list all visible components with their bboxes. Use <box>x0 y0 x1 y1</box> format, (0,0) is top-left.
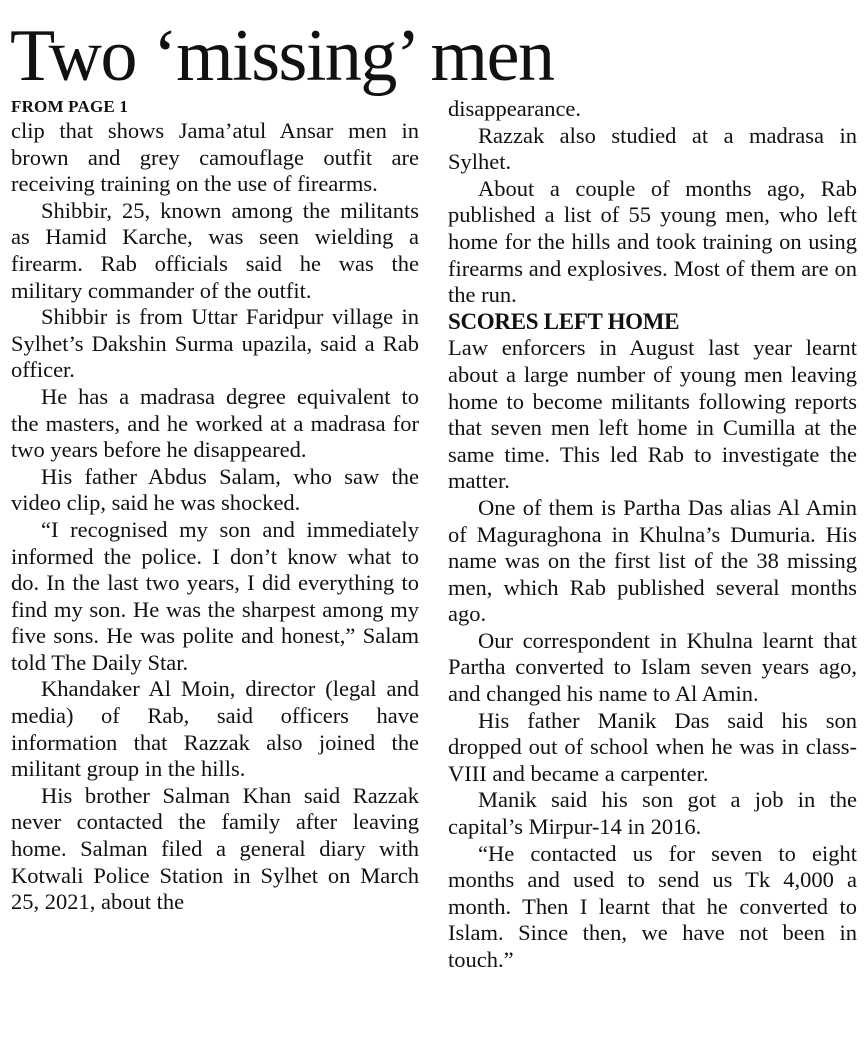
paragraph: Our correspondent in Khulna learnt that Partha converted to Islam seven years ago, and changed his name to Al Amin. <box>448 627 857 707</box>
paragraph: Law enforcers in August last year learnt about a large number of young men leaving home to become militants following reports that seven men left home in Cumilla at the same time. This led Rab to investigate the matter. <box>448 335 857 494</box>
paragraph: “He contacted us for seven to eight months and used to send us Tk 4,000 a month. Then I learnt that he converted to Islam. Since then, we have not been in touch.” <box>448 840 857 972</box>
jump-label: FROM PAGE 1 <box>11 97 129 116</box>
paragraph: One of them is Partha Das alias Al Amin of Maguraghona in Khulna’s Dumuria. His name was on the first list of the 38 missing men, which Rab published several months ago. <box>448 494 857 627</box>
headline: Two ‘missing’ men <box>10 15 554 97</box>
paragraph: “I recognised my son and immediately informed the police. I don’t know what to do. In the last two years, I did everything to find my son. He was the sharpest among my five sons. He was polite and honest,” Salam told The Daily Star. <box>11 516 419 675</box>
paragraph: Shibbir is from Uttar Faridpur village in Sylhet’s Dakshin Surma upazila, said a Rab officer. <box>11 304 419 383</box>
paragraph: Razzak also studied at a madrasa in Sylhet. <box>448 122 857 175</box>
paragraph: His father Abdus Salam, who saw the video clip, said he was shocked. <box>11 463 419 516</box>
paragraph: His brother Salman Khan said Razzak never contacted the family after leaving home. Salman filed a general diary with Kotwali Police Station in Sylhet on March 25, 2021, about the <box>11 782 419 915</box>
paragraph: disappearance. <box>448 96 582 121</box>
paragraph: He has a madrasa degree equivalent to the masters, and he worked at a madrasa for two years before he disappeared. <box>11 383 419 463</box>
paragraph: clip that shows Jama’atul Ansar men in brown and grey camouflage outfit are receiving training on the use of firearms. <box>11 118 419 197</box>
paragraph: About a couple of months ago, Rab published a list of 55 young men, who left home for the hills and took training on using firearms and explosives. Most of them are on the run. <box>448 175 857 308</box>
left-column <box>11 96 419 916</box>
paragraph: Khandaker Al Moin, director (legal and media) of Rab, said officers have information that Razzak also joined the militant group in the hills. <box>11 676 419 782</box>
paragraph: Shibbir, 25, known among the militants as Hamid Karche, was seen wielding a firearm. Rab officials said he was the military commander of the outfit. <box>11 197 419 303</box>
paragraph: Manik said his son got a job in the capital’s Mirpur-14 in 2016. <box>448 787 857 840</box>
right-column <box>448 96 857 974</box>
paragraph: His father Manik Das said his son dropped out of school when he was in class-VIII and became a carpenter. <box>448 707 857 786</box>
subhead: SCORES LEFT HOME <box>448 308 680 334</box>
